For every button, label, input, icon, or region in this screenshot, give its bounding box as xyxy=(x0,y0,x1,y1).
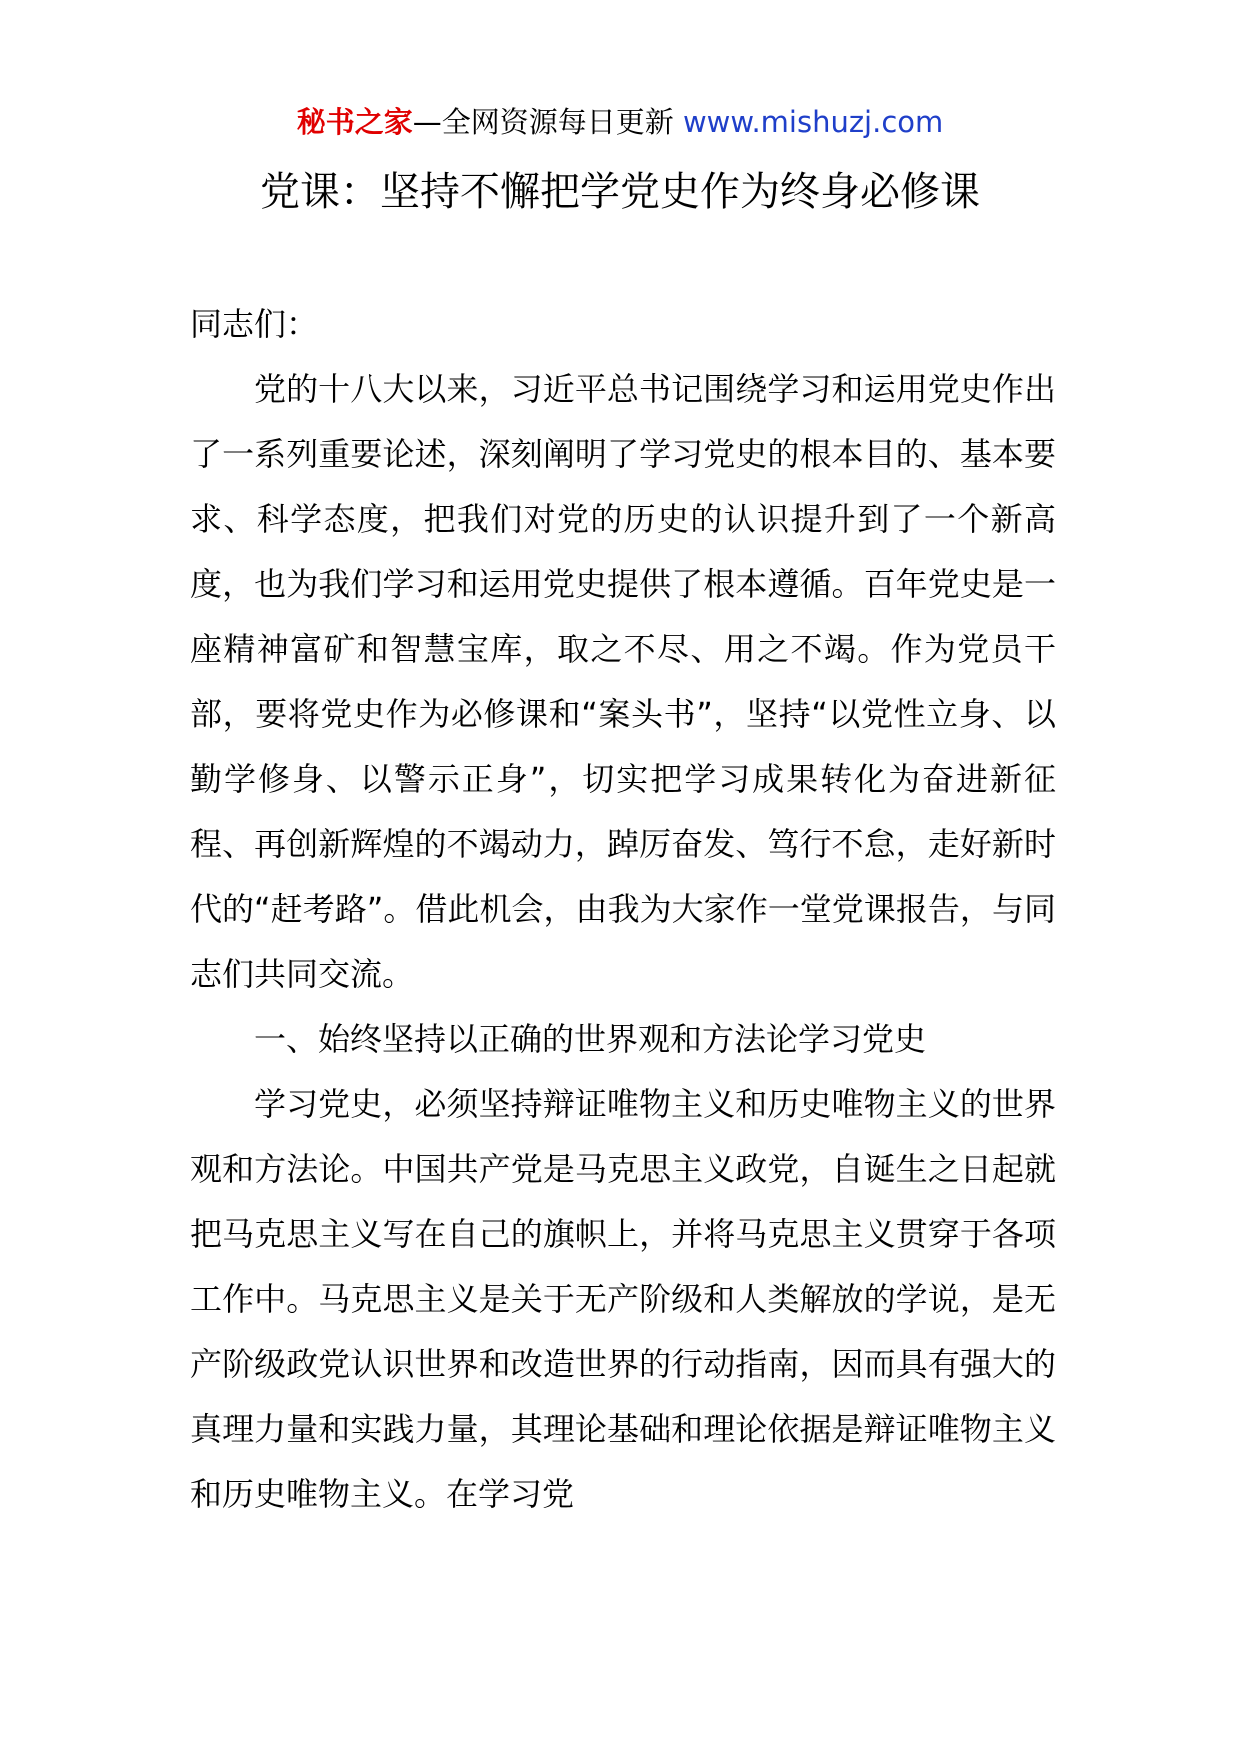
salutation: 同志们： xyxy=(190,305,319,343)
section-heading: 一、始终坚持以正确的世界观和方法论学习党史 xyxy=(254,1020,927,1058)
section-paragraph: 学习党史，必须坚持辩证唯物主义和历史唯物主义的世界观和方法论。中国共产党是马克思主义政党，自诞生之日起就把马克思主义写在自己的旗帜上，并将马克思主义贯穿于各项工作中。马克思主义是关于无产阶级和人类解放的学说，是无产阶级政党认识世界和改造世界的行动指南，因而具有强大的真理力量和实践力量，其理论基础和理论依据是辩证唯物主义和历史唯物主义。在学习党 xyxy=(190,1085,1056,1513)
paragraph-intro: 党的十八大以来，习近平总书记围绕学习和运用党史作出了一系列重要论述，深刻阐明了学习党史的根本目的、基本要求、科学态度，把我们对党的历史的认识提升到了一个新高度，也为我们学习和运用党史提供了根本遵循。百年党史是一座精神富矿和智慧宝库，取之不尽、用之不竭。作为党员干部，要将党史作为必修课和“案头书”，坚持“以党性立身、以勤学修身、以警示正身”，切实把学习成果转化为奋进新征程、再创新辉煌的不竭动力，踔厉奋发、笃行不怠，走好新时代的“赶考路”。借此机会，由我为大家作一堂党课报告，与同志们共同交流。 xyxy=(190,370,1056,993)
site-header xyxy=(0,100,1240,144)
site-tagline: —全网资源每日更新 xyxy=(412,105,674,139)
document-title: 党课：坚持不懈把学党史作为终身必修课 xyxy=(260,169,980,215)
site-brand: 秘书之家 xyxy=(296,105,413,139)
document-body xyxy=(190,292,1056,1527)
site-url-link[interactable]: www.mishuzj.com xyxy=(682,105,944,139)
